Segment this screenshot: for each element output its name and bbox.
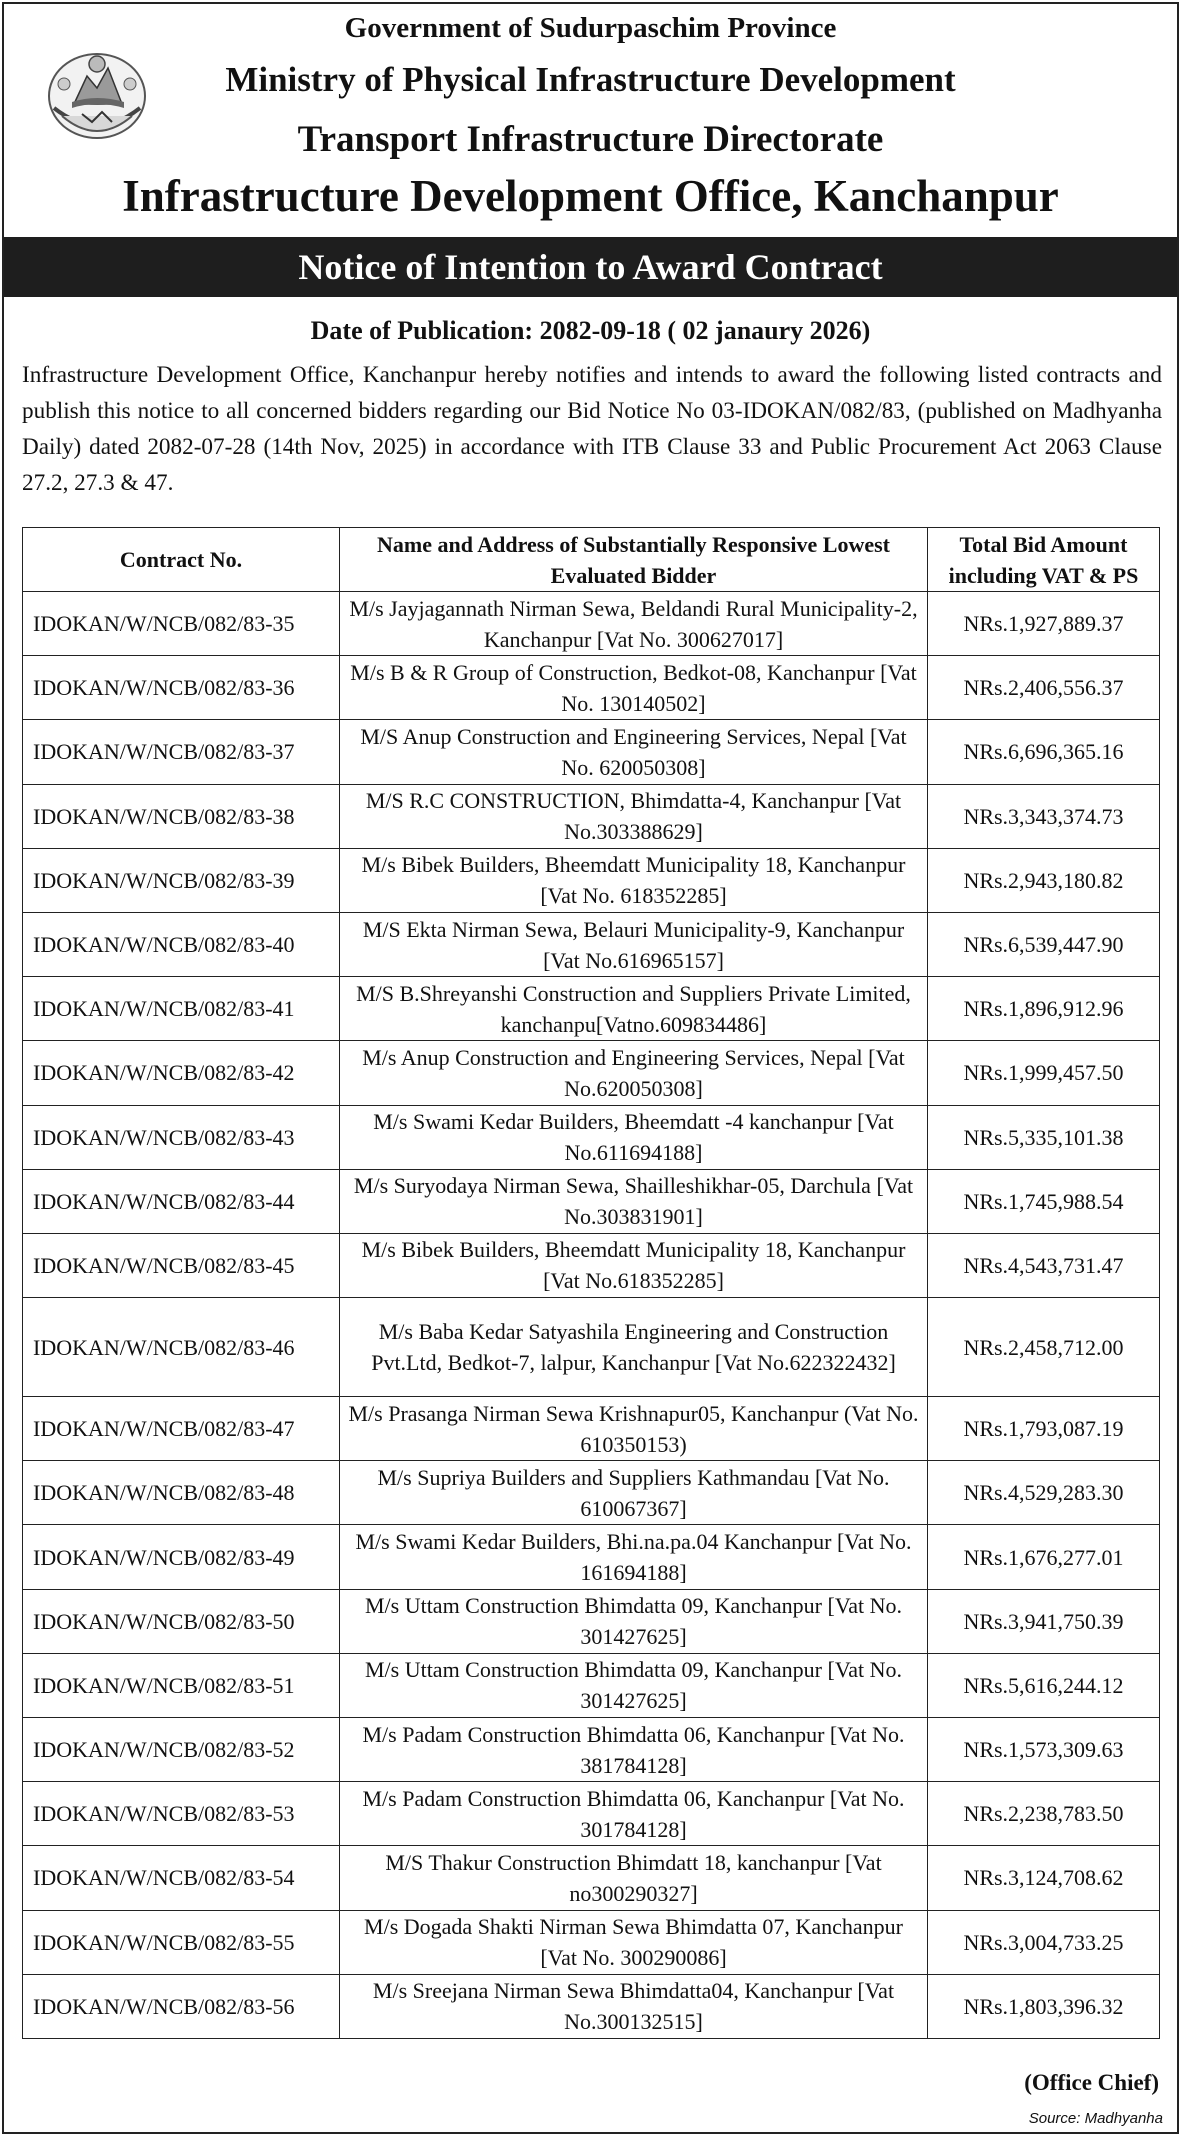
contract-no-cell: IDOKAN/W/NCB/082/83-52	[23, 1718, 340, 1782]
table-row	[23, 848, 1160, 912]
bidder-cell: M/s Swami Kedar Builders, Bheemdatt -4 kanchanpur [Vat No.611694188]	[340, 1105, 928, 1169]
table-row	[23, 720, 1160, 784]
contract-no-cell: IDOKAN/W/NCB/082/83-44	[23, 1169, 340, 1233]
award-table	[22, 527, 1160, 2039]
contract-no-cell: IDOKAN/W/NCB/082/83-47	[23, 1397, 340, 1461]
table-row	[23, 1718, 1160, 1782]
bid-amount-cell: NRs.6,696,365.16	[928, 720, 1160, 784]
table-row	[23, 1846, 1160, 1910]
bidder-cell: M/S Thakur Construction Bhimdatt 18, kanchanpur [Vat no300290327]	[340, 1846, 928, 1910]
bid-amount-cell: NRs.5,335,101.38	[928, 1105, 1160, 1169]
contract-no-cell: IDOKAN/W/NCB/082/83-35	[23, 592, 340, 656]
table-row	[23, 1397, 1160, 1461]
bidder-cell: M/s Uttam Construction Bhimdatta 09, Kanchanpur [Vat No. 301427625]	[340, 1589, 928, 1653]
contract-no-cell: IDOKAN/W/NCB/082/83-54	[23, 1846, 340, 1910]
contract-no-cell: IDOKAN/W/NCB/082/83-41	[23, 977, 340, 1041]
bid-amount-cell: NRs.4,543,731.47	[928, 1233, 1160, 1297]
header-bidder: Name and Address of Substantially Responsive Lowest Evaluated Bidder	[340, 528, 928, 592]
table-row	[23, 977, 1160, 1041]
table-row	[23, 1169, 1160, 1233]
contract-no-cell: IDOKAN/W/NCB/082/83-48	[23, 1461, 340, 1525]
bidder-cell: M/s Dogada Shakti Nirman Sewa Bhimdatta 07, Kanchanpur [Vat No. 300290086]	[340, 1910, 928, 1974]
table-row	[23, 1974, 1160, 2038]
bidder-cell: M/S Anup Construction and Engineering Services, Nepal [Vat No. 620050308]	[340, 720, 928, 784]
bid-amount-cell: NRs.1,927,889.37	[928, 592, 1160, 656]
bidder-cell: M/s Bibek Builders, Bheemdatt Municipality 18, Kanchanpur [Vat No. 618352285]	[340, 848, 928, 912]
signatory: (Office Chief)	[1024, 2070, 1159, 2095]
table-row	[23, 656, 1160, 720]
table-row	[23, 1525, 1160, 1589]
bidder-cell: M/S Ekta Nirman Sewa, Belauri Municipality-9, Kanchanpur [Vat No.616965157]	[340, 912, 928, 976]
bidder-cell: M/s Padam Construction Bhimdatta 06, Kanchanpur [Vat No. 301784128]	[340, 1782, 928, 1846]
bid-amount-cell: NRs.2,943,180.82	[928, 848, 1160, 912]
bidder-cell: M/s Padam Construction Bhimdatta 06, Kanchanpur [Vat No. 381784128]	[340, 1718, 928, 1782]
table-row	[23, 1653, 1160, 1717]
bidder-cell: M/s Prasanga Nirman Sewa Krishnapur05, Kanchanpur (Vat No. 610350153)	[340, 1397, 928, 1461]
contract-no-cell: IDOKAN/W/NCB/082/83-38	[23, 784, 340, 848]
office-title: Infrastructure Development Office, Kanchanpur	[122, 171, 1059, 221]
table-row	[23, 1589, 1160, 1653]
bid-amount-cell: NRs.1,745,988.54	[928, 1169, 1160, 1233]
bidder-cell: M/s Swami Kedar Builders, Bhi.na.pa.04 Kanchanpur [Vat No. 161694188]	[340, 1525, 928, 1589]
table-row	[23, 1105, 1160, 1169]
ministry-title: Ministry of Physical Infrastructure Development	[225, 60, 956, 99]
bid-amount-cell: NRs.3,124,708.62	[928, 1846, 1160, 1910]
publication-date: Date of Publication: 2082-09-18 ( 02 janaury 2026)	[310, 316, 871, 345]
contract-no-cell: IDOKAN/W/NCB/082/83-40	[23, 912, 340, 976]
table-row	[23, 1298, 1160, 1397]
bidder-cell: M/s Anup Construction and Engineering Services, Nepal [Vat No.620050308]	[340, 1041, 928, 1105]
contract-no-cell: IDOKAN/W/NCB/082/83-45	[23, 1233, 340, 1297]
contract-no-cell: IDOKAN/W/NCB/082/83-49	[23, 1525, 340, 1589]
table-row	[23, 912, 1160, 976]
bidder-cell: M/s Supriya Builders and Suppliers Kathmandau [Vat No. 610067367]	[340, 1461, 928, 1525]
contract-no-cell: IDOKAN/W/NCB/082/83-46	[23, 1298, 340, 1397]
bid-amount-cell: NRs.2,458,712.00	[928, 1298, 1160, 1397]
contract-no-cell: IDOKAN/W/NCB/082/83-55	[23, 1910, 340, 1974]
contract-no-cell: IDOKAN/W/NCB/082/83-42	[23, 1041, 340, 1105]
bidder-cell: M/s Baba Kedar Satyashila Engineering and Construction Pvt.Ltd, Bedkot-7, lalpur, Kanchanpur [Vat No.622322432]	[340, 1298, 928, 1397]
notice-intro: Infrastructure Development Office, Kanchanpur hereby notifies and intends to award the following listed contracts and publish this notice to all concerned bidders regarding our Bid Notice No 03-IDOKAN/082/83, (published on Madhyanha Daily) dated 2082-07-28 (14th Nov, 2025) in accordance with ITB Clause 33 and Public Procurement Act 2063 Clause 27.2, 27.3 & 47.	[22, 362, 1162, 496]
bid-amount-cell: NRs.1,999,457.50	[928, 1041, 1160, 1105]
bid-amount-cell: NRs.1,803,396.32	[928, 1974, 1160, 2038]
bid-amount-cell: NRs.2,238,783.50	[928, 1782, 1160, 1846]
table-row	[23, 1233, 1160, 1297]
contract-no-cell: IDOKAN/W/NCB/082/83-53	[23, 1782, 340, 1846]
bid-amount-cell: NRs.5,616,244.12	[928, 1653, 1160, 1717]
contract-no-cell: IDOKAN/W/NCB/082/83-36	[23, 656, 340, 720]
province-title: Government of Sudurpaschim Province	[344, 12, 837, 44]
bid-amount-cell: NRs.2,406,556.37	[928, 656, 1160, 720]
bidder-cell: M/S R.C CONSTRUCTION, Bhimdatta-4, Kanchanpur [Vat No.303388629]	[340, 784, 928, 848]
table-row	[23, 1041, 1160, 1105]
table-row	[23, 1461, 1160, 1525]
bid-amount-cell: NRs.3,941,750.39	[928, 1589, 1160, 1653]
contract-no-cell: IDOKAN/W/NCB/082/83-43	[23, 1105, 340, 1169]
directorate-title: Transport Infrastructure Directorate	[297, 119, 884, 160]
bid-amount-cell: NRs.4,529,283.30	[928, 1461, 1160, 1525]
table-row	[23, 784, 1160, 848]
bidder-cell: M/S B.Shreyanshi Construction and Suppliers Private Limited, kanchanpu[Vatno.609834486]	[340, 977, 928, 1041]
bidder-cell: M/s Suryodaya Nirman Sewa, Shailleshikhar-05, Darchula [Vat No.303831901]	[340, 1169, 928, 1233]
header-amount: Total Bid Amount including VAT & PS	[928, 528, 1160, 592]
table-header-row	[23, 528, 1160, 592]
bidder-cell: M/s Sreejana Nirman Sewa Bhimdatta04, Kanchanpur [Vat No.300132515]	[340, 1974, 928, 2038]
source-credit: Source: Madhyanha	[1028, 2110, 1163, 2127]
contract-no-cell: IDOKAN/W/NCB/082/83-56	[23, 1974, 340, 2038]
table-row	[23, 592, 1160, 656]
bidder-cell: M/s Uttam Construction Bhimdatta 09, Kanchanpur [Vat No. 301427625]	[340, 1653, 928, 1717]
contract-no-cell: IDOKAN/W/NCB/082/83-51	[23, 1653, 340, 1717]
table-row	[23, 1910, 1160, 1974]
contract-no-cell: IDOKAN/W/NCB/082/83-37	[23, 720, 340, 784]
notice-title: Notice of Intention to Award Contract	[4, 237, 1177, 297]
bid-amount-cell: NRs.3,004,733.25	[928, 1910, 1160, 1974]
bidder-cell: M/s B & R Group of Construction, Bedkot-08, Kanchanpur [Vat No. 130140502]	[340, 656, 928, 720]
bid-amount-cell: NRs.1,793,087.19	[928, 1397, 1160, 1461]
bid-amount-cell: NRs.6,539,447.90	[928, 912, 1160, 976]
bid-amount-cell: NRs.1,896,912.96	[928, 977, 1160, 1041]
header-contract-no: Contract No.	[23, 528, 340, 592]
contract-no-cell: IDOKAN/W/NCB/082/83-39	[23, 848, 340, 912]
contract-no-cell: IDOKAN/W/NCB/082/83-50	[23, 1589, 340, 1653]
bid-amount-cell: NRs.3,343,374.73	[928, 784, 1160, 848]
bidder-cell: M/s Bibek Builders, Bheemdatt Municipality 18, Kanchanpur [Vat No.618352285]	[340, 1233, 928, 1297]
bid-amount-cell: NRs.1,676,277.01	[928, 1525, 1160, 1589]
table-row	[23, 1782, 1160, 1846]
bidder-cell: M/s Jayjagannath Nirman Sewa, Beldandi Rural Municipality-2, Kanchanpur [Vat No. 300627017]	[340, 592, 928, 656]
notice-header	[0, 0, 1181, 236]
bid-amount-cell: NRs.1,573,309.63	[928, 1718, 1160, 1782]
